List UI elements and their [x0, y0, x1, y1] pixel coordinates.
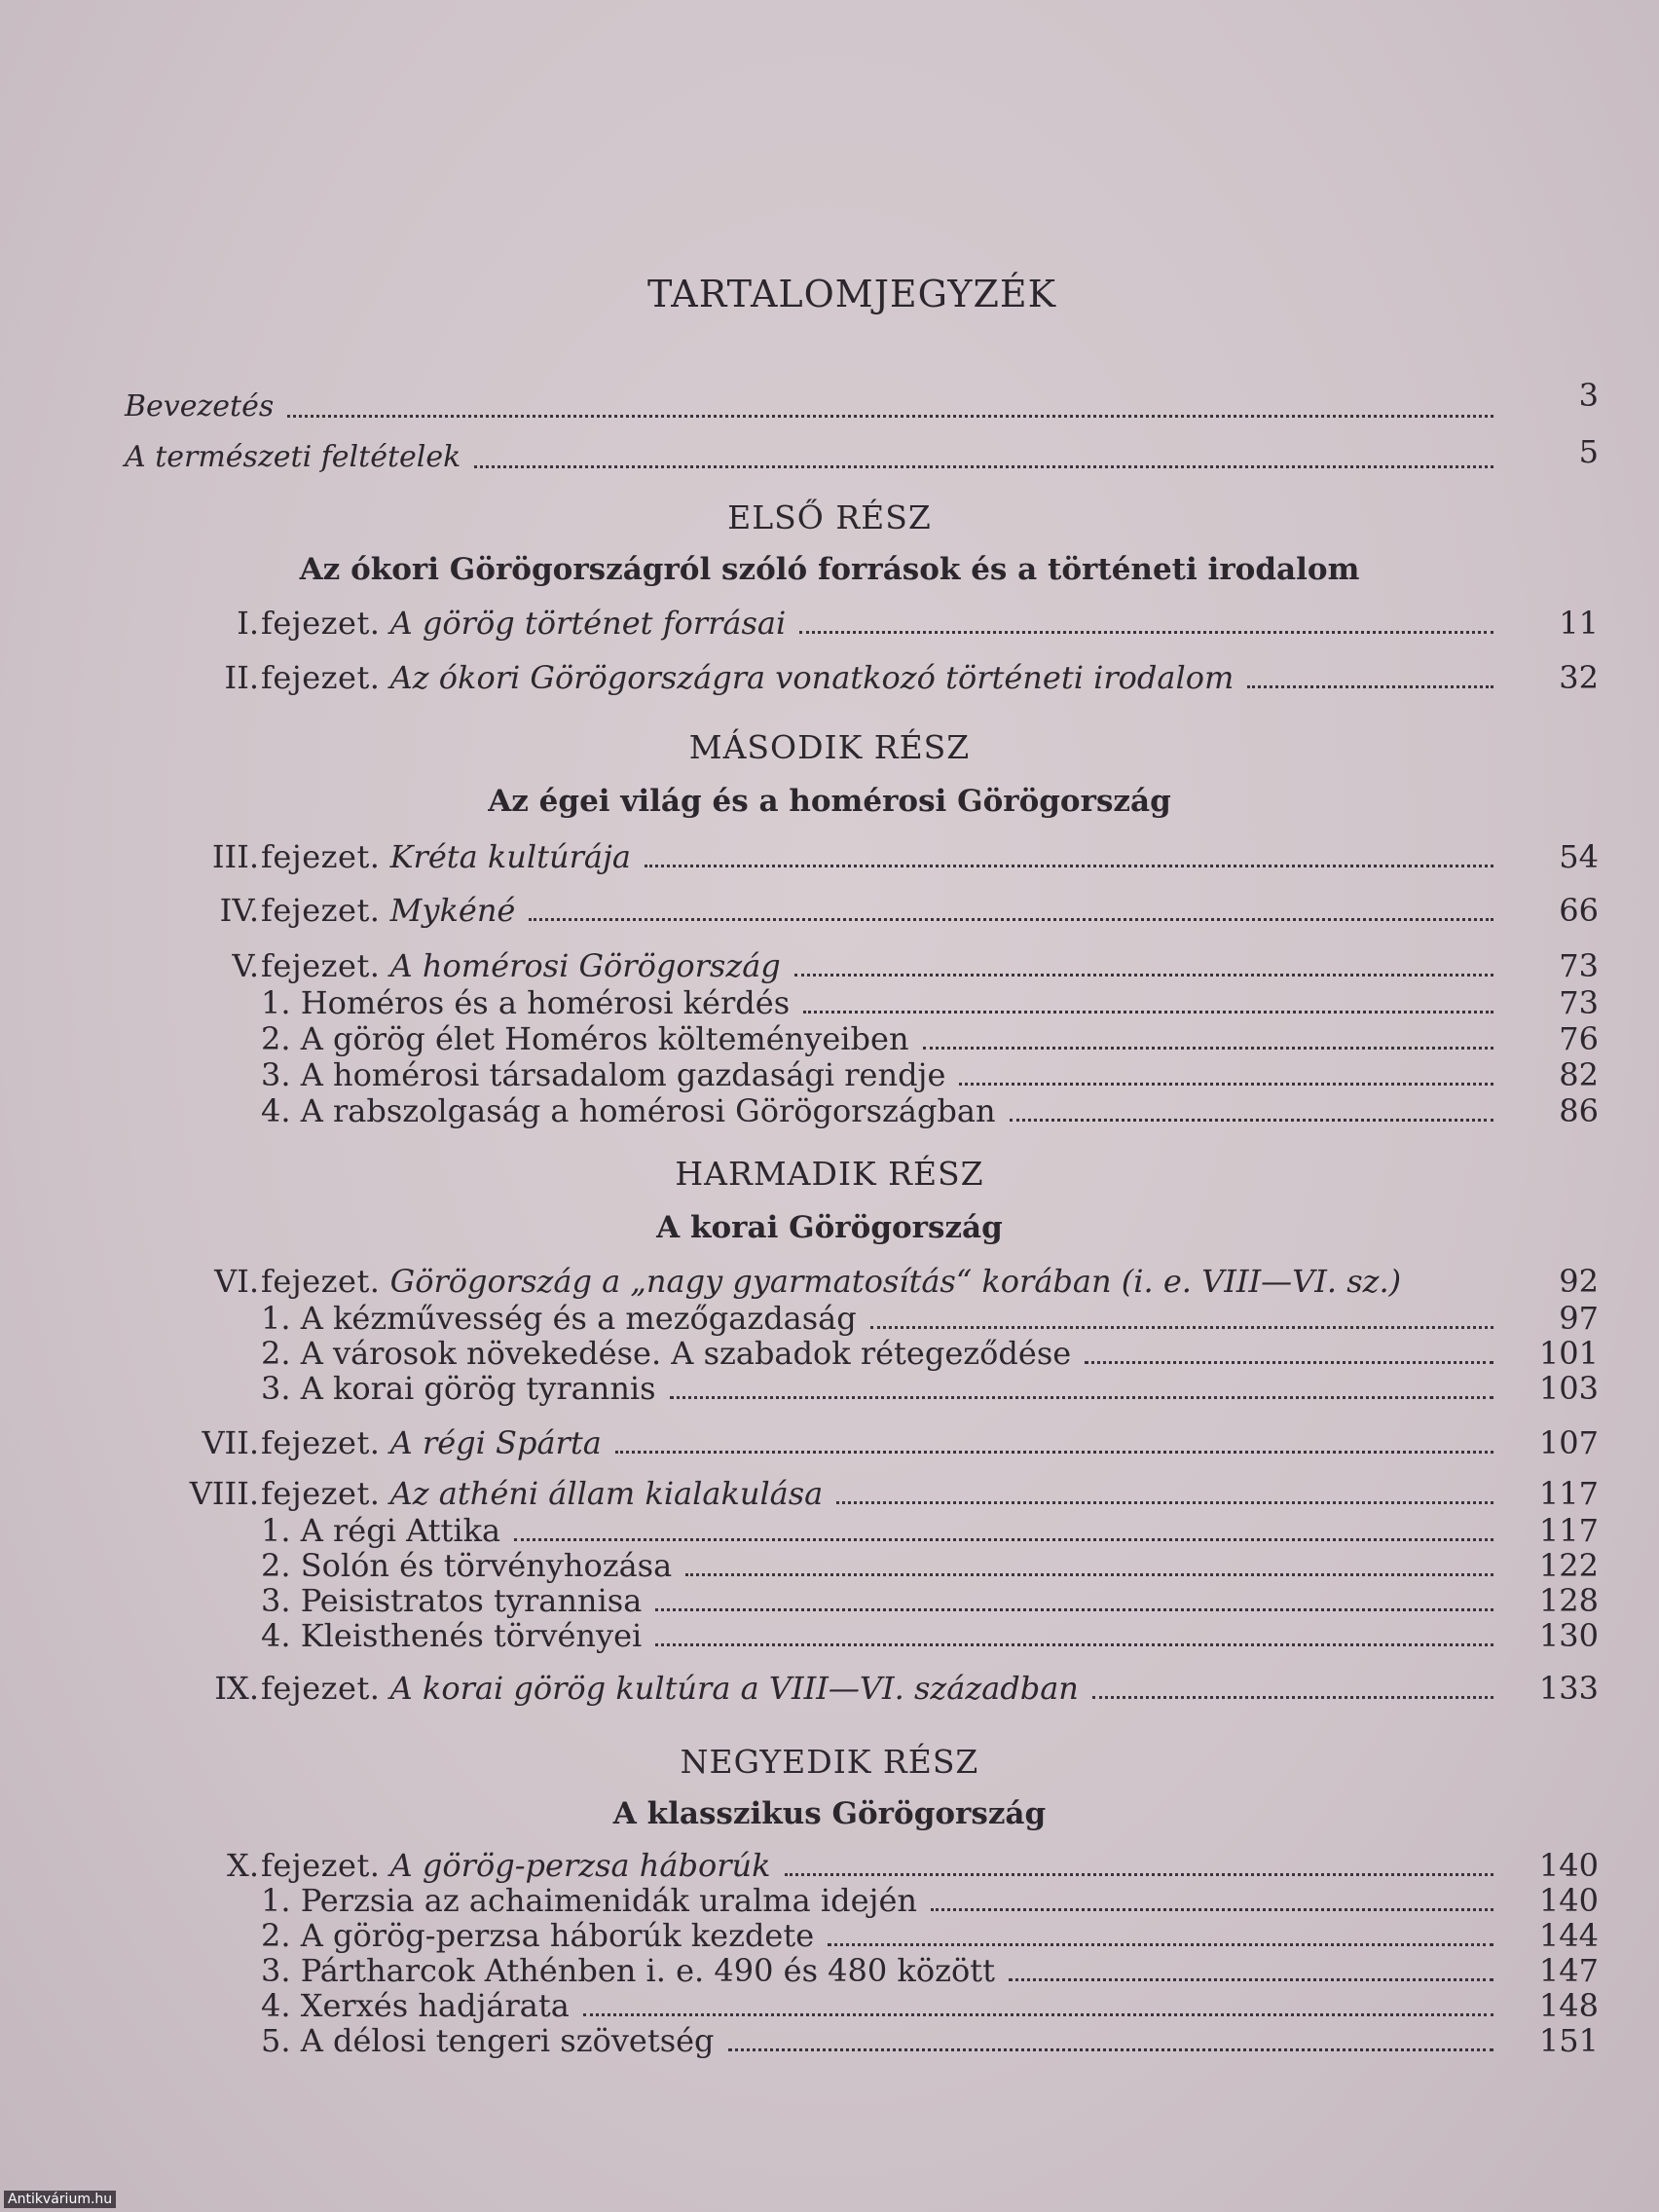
entry-label: A homérosi Görögország [389, 947, 781, 984]
entry-label: Kleisthenés törvényei [300, 1617, 643, 1654]
toc-entry [0, 1669, 1659, 1708]
entry-text [261, 1262, 1401, 1301]
dot-leader [685, 1569, 1493, 1576]
entry-text [261, 1916, 814, 1955]
entry-page: 92 [1559, 1263, 1599, 1300]
entry-prefix: fejezet. [261, 1263, 381, 1300]
entry-page: 148 [1538, 1987, 1599, 2024]
entry-prefix: 4. [261, 1987, 291, 2024]
dot-leader [287, 411, 1493, 418]
part-heading: MÁSODIK RÉSZ [688, 728, 971, 766]
toc-entry [0, 1262, 1659, 1301]
toc-subentry [0, 1019, 1659, 1058]
entry-text [261, 1019, 909, 1058]
chapter-number: IX. [214, 1670, 259, 1707]
dot-leader [529, 914, 1493, 921]
dot-leader [670, 1392, 1493, 1399]
entry-text [261, 1616, 642, 1655]
entry-page: 103 [1538, 1370, 1599, 1407]
dot-leader [1009, 1974, 1493, 1981]
entry-prefix: 3. [261, 1056, 291, 1093]
entry-page: 54 [1559, 838, 1599, 875]
chapter-number: VI. [214, 1263, 259, 1300]
entry-text [261, 946, 781, 985]
entry-prefix: 3. [261, 1370, 291, 1407]
entry-prefix: 4. [261, 1617, 291, 1654]
toc-subentry [0, 1091, 1659, 1130]
entry-prefix: 2. [261, 1917, 291, 1954]
chapter-number: VIII. [189, 1475, 259, 1512]
entry-label: Az ókori Görögországra vonatkozó történeti irodalom [389, 659, 1235, 696]
entry-prefix: fejezet. [261, 1847, 381, 1884]
toc-subentry [0, 1616, 1659, 1655]
toc-entry [0, 604, 1659, 643]
entry-label: A görög történet forrásai [389, 605, 787, 642]
part-subtitle: Az égei világ és a homérosi Görögország [488, 784, 1171, 819]
dot-leader [959, 1079, 1493, 1086]
entry-prefix: 4. [261, 1092, 291, 1129]
toc-subentry [0, 1951, 1659, 1990]
dot-leader [655, 1640, 1493, 1646]
entry-prefix: 1. [261, 1882, 291, 1919]
entry-page: 147 [1538, 1952, 1599, 1989]
entry-prefix: fejezet. [261, 838, 381, 875]
entry-text [261, 658, 1234, 697]
entry-text [261, 1511, 500, 1550]
dot-leader [1092, 1692, 1493, 1699]
entry-label: A természeti feltételek [125, 440, 461, 474]
page-title: TARTALOMJEGYZÉK [647, 273, 1056, 315]
entry-page: 122 [1538, 1547, 1599, 1584]
chapter-number: I. [237, 605, 259, 642]
entry-label: Görögország a „nagy gyarmatosítás“ korában (i. e. VIII—VI. sz.) [389, 1263, 1402, 1300]
entry-page: 128 [1538, 1582, 1599, 1619]
entry-page: 73 [1559, 984, 1599, 1021]
entry-page: 101 [1538, 1335, 1599, 1372]
toc-entry [0, 891, 1659, 930]
entry-page: 133 [1538, 1670, 1599, 1707]
entry-label: Mykéné [389, 892, 516, 929]
entry-label: A homérosi társadalom gazdasági rendje [300, 1056, 946, 1093]
entry-label: Homéros és a homérosi kérdés [300, 984, 791, 1021]
entry-prefix: 2. [261, 1335, 291, 1372]
entry-label: A görög-perzsa háborúk [389, 1847, 771, 1884]
toc-entry [0, 1846, 1659, 1885]
entry-text [261, 1546, 672, 1585]
chapter-number: II. [224, 659, 259, 696]
entry-page: 82 [1559, 1056, 1599, 1093]
entry-text [261, 1951, 995, 1990]
entry-prefix: fejezet. [261, 1424, 381, 1461]
dot-leader [655, 1604, 1493, 1611]
dot-leader [728, 2045, 1493, 2051]
entry-text [261, 1986, 570, 2025]
entry-text [261, 1299, 857, 1338]
entry-label: A görög-perzsa háborúk kezdete [300, 1917, 815, 1954]
dot-leader [645, 861, 1493, 867]
entry-prefix: 2. [261, 1020, 291, 1057]
toc-entry [0, 377, 1659, 426]
entry-page: 86 [1559, 1092, 1599, 1129]
entry-prefix: fejezet. [261, 947, 381, 984]
entry-text [261, 891, 515, 930]
entry-prefix: 5. [261, 2022, 291, 2059]
chapter-number: III. [211, 838, 259, 875]
entry-prefix: 2. [261, 1547, 291, 1584]
entry-page: 32 [1559, 659, 1599, 696]
dot-leader [931, 1904, 1493, 1911]
dot-leader [1010, 1115, 1493, 1122]
toc-subentry [0, 1986, 1659, 2025]
entry-page: 73 [1559, 947, 1599, 984]
entry-page: 5 [1578, 433, 1599, 470]
dot-leader [615, 1447, 1493, 1454]
dot-leader [474, 461, 1493, 468]
toc-entry [0, 433, 1659, 477]
dot-leader [870, 1322, 1493, 1329]
toc-subentry [0, 1299, 1659, 1338]
entry-prefix: fejezet. [261, 605, 381, 642]
entry-text [261, 837, 631, 876]
toc-subentry [0, 1881, 1659, 1920]
entry-label: Az athéni állam kialakulása [389, 1475, 824, 1512]
dot-leader [1085, 1357, 1493, 1364]
part-heading: NEGYEDIK RÉSZ [680, 1743, 979, 1781]
toc-subentry [0, 1916, 1659, 1955]
entry-label: Pártharcok Athénben i. e. 490 és 480 között [300, 1952, 995, 1989]
entry-prefix: fejezet. [261, 1670, 381, 1707]
dot-leader [514, 1534, 1493, 1541]
part-heading: ELSŐ RÉSZ [727, 498, 932, 536]
entry-text [261, 1334, 1071, 1373]
dot-leader [583, 2009, 1493, 2016]
chapter-number: IV. [219, 892, 259, 929]
toc-subentry [0, 1546, 1659, 1585]
part-heading: HARMADIK RÉSZ [675, 1155, 984, 1193]
entry-page: 3 [1578, 377, 1599, 414]
entry-text [261, 604, 786, 643]
entry-label: Peisistratos tyrannisa [300, 1582, 643, 1619]
entry-text [261, 1881, 917, 1920]
entry-text [261, 1369, 656, 1408]
toc-subentry [0, 983, 1659, 1022]
part-subtitle: A korai Görögország [656, 1210, 1003, 1245]
entry-page: 151 [1538, 2022, 1599, 2059]
entry-text [261, 1846, 771, 1885]
entry-label: A régi Attika [300, 1512, 501, 1549]
dot-leader [803, 1007, 1493, 1014]
entry-label: Perzsia az achaimenidák uralma idején [300, 1882, 918, 1919]
entry-label: A kézművesség és a mezőgazdaság [300, 1300, 857, 1337]
dot-leader [785, 1869, 1493, 1876]
entry-text [261, 1669, 1079, 1708]
entry-prefix: fejezet. [261, 1475, 381, 1512]
entry-label: Xerxés hadjárata [300, 1987, 570, 2024]
toc-entry [0, 1423, 1659, 1462]
toc-subentry [0, 1581, 1659, 1620]
entry-text [261, 1091, 996, 1130]
entry-text [261, 1423, 602, 1462]
entry-text [261, 1474, 823, 1513]
dot-leader [1247, 682, 1493, 688]
part-subtitle: A klasszikus Görögország [612, 1796, 1047, 1831]
entry-label: Solón és törvényhozása [300, 1547, 673, 1584]
entry-label: A görög élet Homéros költeményeiben [300, 1020, 909, 1057]
toc-subentry [0, 1334, 1659, 1373]
entry-prefix: 1. [261, 1300, 291, 1337]
entry-prefix: 1. [261, 1512, 291, 1549]
entry-page: 66 [1559, 892, 1599, 929]
toc-subentry [0, 1369, 1659, 1408]
entry-prefix: fejezet. [261, 892, 381, 929]
chapter-number: VII. [202, 1424, 259, 1461]
entry-prefix: fejezet. [261, 659, 381, 696]
entry-label: A régi Spárta [389, 1424, 602, 1461]
entry-prefix: 3. [261, 1582, 291, 1619]
toc-subentry [0, 1511, 1659, 1550]
dot-leader [799, 627, 1493, 634]
dot-leader [836, 1497, 1493, 1504]
entry-page: 76 [1559, 1020, 1599, 1057]
entry-page: 107 [1538, 1424, 1599, 1461]
entry-text [261, 1055, 945, 1094]
toc-entry [0, 837, 1659, 876]
dot-leader [828, 1939, 1493, 1946]
dot-leader [923, 1043, 1493, 1050]
entry-page: 140 [1538, 1847, 1599, 1884]
entry-page: 11 [1559, 605, 1599, 642]
toc-entry [0, 658, 1659, 697]
entry-page: 97 [1559, 1300, 1599, 1337]
entry-label: A városok növekedése. A szabadok rétegeződése [300, 1335, 1072, 1372]
entry-label: A korai görög tyrannis [300, 1370, 656, 1407]
entry-label: A délosi tengeri szövetség [300, 2022, 715, 2059]
entry-label: Bevezetés [125, 389, 275, 424]
entry-prefix: 1. [261, 984, 291, 1021]
entry-page: 117 [1538, 1512, 1599, 1549]
toc-subentry [0, 1055, 1659, 1094]
entry-text [261, 1581, 642, 1620]
entry-label: A rabszolgaság a homérosi Görögországban [300, 1092, 996, 1129]
chapter-number: V. [232, 947, 259, 984]
entry-text [261, 2021, 715, 2060]
toc-entry [0, 1474, 1659, 1513]
entry-prefix: 3. [261, 1952, 291, 1989]
entry-text [261, 983, 790, 1022]
toc-entry [0, 946, 1659, 985]
part-subtitle: Az ókori Görögországról szóló források és a történeti irodalom [299, 552, 1360, 587]
chapter-number: X. [227, 1847, 259, 1884]
entry-page: 144 [1538, 1917, 1599, 1954]
entry-page: 140 [1538, 1882, 1599, 1919]
toc-subentry [0, 2021, 1659, 2060]
dot-leader [794, 970, 1493, 977]
entry-label: Kréta kultúrája [389, 838, 631, 875]
entry-page: 130 [1538, 1617, 1599, 1654]
entry-page: 117 [1538, 1475, 1599, 1512]
entry-label: A korai görög kultúra a VIII—VI. században [389, 1670, 1079, 1707]
watermark-label: Antikvárium.hu [4, 2191, 116, 2208]
